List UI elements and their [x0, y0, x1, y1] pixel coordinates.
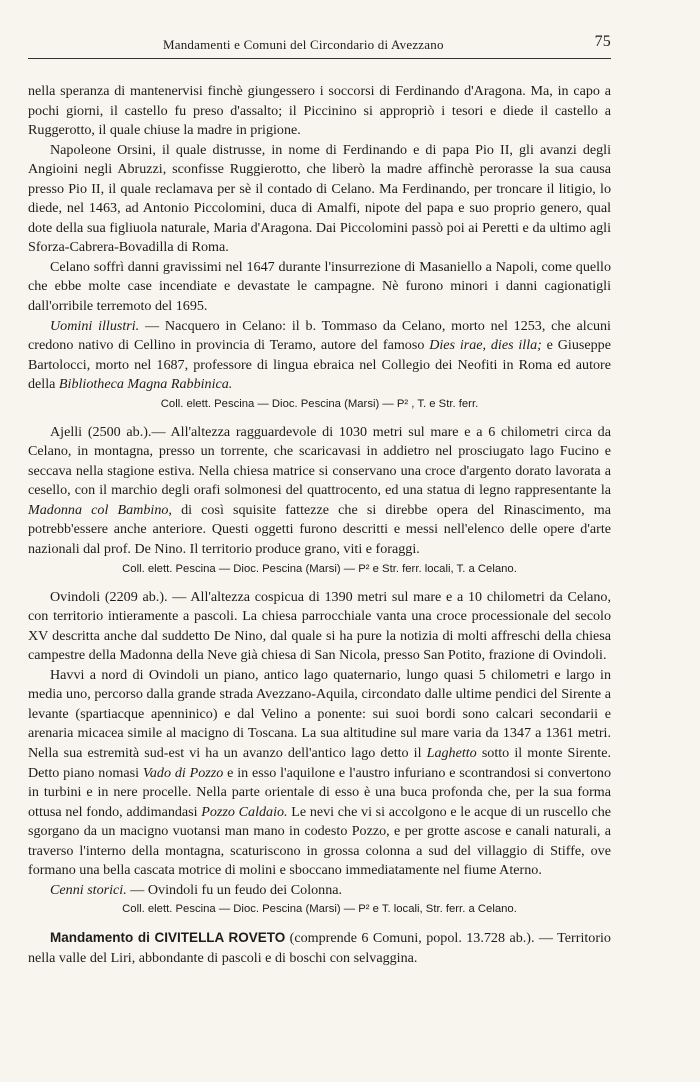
ovindoli-p2-a: Havvi a nord di Ovindoli un piano, antico lago quaternario, lungo quasi 5 chilometri e largo in media uno, percorso dalla grande strada Avezzano-Aquila, circondato dalle ultime pendici del Sirente a levante (spartiacque apenninico) e dal Velino a ponente: sui suoi bordi sono calcari secondarii e arenaria micacea simile al macigno di Toscana. La sua altitudine sul mare varia da 1347 a 1361 metri. Nella sua estremità sud-est vi ha un avanzo dell'antico lago detto il [28, 666, 611, 761]
vado-di-pozzo-name: Vado di Pozzo [142, 764, 224, 781]
ovindoli-p2-b: sotto il monte Sirente. Detto piano nomasi [28, 744, 611, 781]
ajelli-pop: (2500 ab.). [82, 423, 152, 440]
ovindoli-p2-c: e in esso l'aquilone e l'austro infuriano e scontrandosi si convertono in turbini e in nere procelle. Nella parte orientale di esso è una buca profonda che, per la sua forma ottusa nel fondo, addimandasi [28, 764, 612, 820]
paragraph-uomini-illustri [28, 317, 611, 395]
paragraph-ovindoli-piano [28, 666, 611, 881]
ovindoli-pop: (2209 ab.). [100, 588, 168, 605]
ovindoli-text-a: — All'altezza cospicua di 1390 metri sul mare e a 10 chilometri da Celano, con territorio intieramente a pascoli. La chiesa parrocchiale vanta una croce processionale del secolo XV descritta anche dal suddetto De Nino, dal quale si ha pure la notizia di molti affreschi della chiesa campestre della Madonna della Neve già chiesa di San Nicola, presso San Potito, frazione di Ovindoli. [28, 588, 611, 664]
uomini-text-b: e Giuseppe Bartolocci, morto nel 1687, professore di lingua ebraica nel Collegio dei Neofiti in Roma ed autore della [28, 337, 611, 393]
ajelli-coll-line: Coll. elett. Pescina — Dioc. Pescina (Marsi) — P² e Str. ferr. locali, T. a Celano. [122, 562, 517, 575]
ajelli-name: Ajelli [50, 423, 83, 440]
ovindoli-p2-d: Le nevi che vi si accolgono e le acque di un ruscello che sgorgano da un macigno vuotansi man mano in codesto Pozzo, e per grotte ascose e canali naturali, a traverso l'interno della montagna, scaturiscono in grossa colonna a sud del villaggio di Stiffe, ove formano una bella cascata motrice di molini e sboccano immediatamente nel fiume Aterno. [28, 803, 612, 879]
ajelli-text-a: — All'altezza ragguardevole di 1030 metri sul mare e a 6 chilometri circa da Celano, in montagna, presso un torrente, che scaricavasi in addietro nel prosciugato lago Fucino e seccava nella stagione estiva. Nella chiesa matrice si conservano una croce d'argento dorato lavorata a cesello, con il marchio degli orafi solmonesi del quattrocento, ed una statua di legno rappresentante la [28, 423, 611, 499]
pozzo-caldaio-name: Pozzo Caldaio. [201, 803, 288, 820]
entry-ajelli [28, 423, 611, 560]
running-header [28, 35, 611, 55]
paragraph-cenni-storici [28, 881, 611, 901]
page-number: 75 [594, 33, 611, 50]
header-title: Mandamenti e Comuni del Circondario di Avezzano [163, 37, 444, 52]
ajelli-text-b: di così squisite fattezze che si direbbe opera del Rinascimento, ma potrebb'essere anche anteriore. Questi oggetti furono descritti e messi nell'elenco delle opere d'arte nazionali dal prof. De Nino. Il territorio produce grano, viti e foraggi. [28, 501, 611, 558]
header-rule [28, 58, 611, 59]
paragraph-piccinino: nella speranza di mantenervisi finchè giungessero i soccorsi di Ferdinando d'Aragona. Ma, in capo a pochi giorni, il castello fu preso d'assalto; il Piccinino si appropriò i tesori e diede il castello a Ruggerotto, il quale chiuse la madre in prigione. [28, 83, 611, 139]
paragraph-orsini: Napoleone Orsini, il quale distrusse, in nome di Ferdinando e di papa Pio II, gli avanzi degli Angioini negli Abruzzi, sconfisse Ruggierotto, che liberò la madre affinchè perorasse la sua causa presso Pio II, il quale reclamava per sè il contado di Celano. Ma Ferdinando, per troncare il litigio, lo diede, nel 1463, ad Antonio Piccolomini, duca di Amalfi, nipote del papa e suo proprio genero, qual dote della sua figliuola naturale, Maria d'Aragona. Dai Piccolomini passò poi ai Peretti e da ultimo agli Sforza-Cabrera-Bovadilla di Roma. [28, 141, 611, 256]
uomini-illustri-label: Uomini illustri. [50, 317, 140, 334]
paragraph-masaniello: Celano soffrì danni gravissimi nel 1647 durante l'insurrezione di Masaniello a Napoli, come quello che ebbe molte case incendiate e devastate le campagne. Nè furono minori i danni cagionatigli dall'orribile terremoto del 1695. [28, 258, 611, 315]
bibliotheca-title: Bibliotheca Magna Rabbinica. [58, 376, 233, 393]
page-body [28, 82, 611, 968]
laghetto-name: Laghetto [426, 744, 477, 761]
ovindoli-coll-line: Coll. elett. Pescina — Dioc. Pescina (Marsi) — P² e T. locali, Str. ferr. a Celano. [122, 903, 517, 916]
civitella-text: (comprende 6 Comuni, popol. 13.728 ab.). — Territorio nella valle del Liri, abbondante di pascoli e di boschi con selvaggina. [28, 930, 611, 966]
celano-coll-line: Coll. elett. Pescina — Dioc. Pescina (Marsi) — P² , T. e Str. ferr. [160, 397, 479, 410]
entry-ovindoli [28, 588, 611, 666]
dies-irae: Dies irae, dies illa; [429, 337, 542, 354]
ovindoli-name: Ovindoli [50, 588, 101, 605]
entry-civitella-roveto [28, 928, 611, 968]
civitella-heading: Mandamento di CIVITELLA ROVETO [50, 930, 286, 946]
cenni-storici-label: Cenni storici. [50, 881, 127, 898]
uomini-text-a: — Nacquero in Celano: il b. Tommaso da Celano, morto nel 1253, che alcuni credono nativo di Cellino in provincia di Teramo, autore del famoso [28, 317, 611, 354]
cenni-storici-text: — Ovindoli fu un feudo dei Colonna. [126, 881, 343, 898]
madonna-title: Madonna col Bambino, [28, 501, 172, 518]
